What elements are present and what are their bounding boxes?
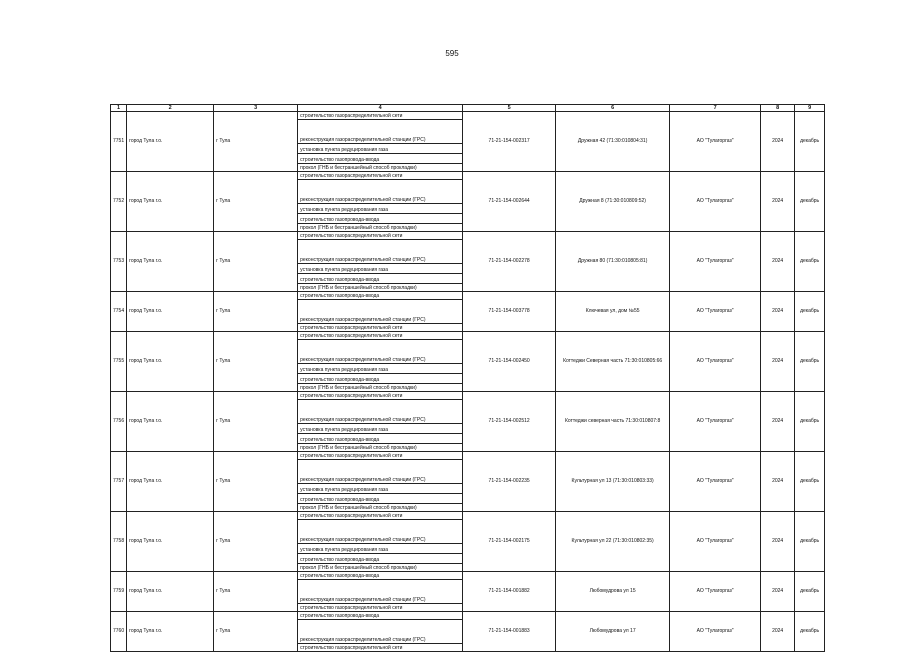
work-type-cell: строительство газораспределительной сети — [298, 332, 463, 340]
work-type-cell: реконструкция газораспределительной станции (ГРС) — [298, 240, 463, 264]
row-number-cell: 7755 — [111, 332, 127, 392]
work-type-cell: реконструкция газораспределительной станции (ГРС) — [298, 620, 463, 644]
table-row — [111, 572, 825, 580]
locality-cell: г Тула — [214, 512, 298, 572]
row-number-cell: 7756 — [111, 392, 127, 452]
organization-cell: АО "Тулагоргаз" — [670, 612, 761, 652]
work-type-cell: строительство газопровода-ввода — [298, 494, 463, 504]
work-type-cell: реконструкция газораспределительной станции (ГРС) — [298, 120, 463, 144]
header-cell: 7 — [670, 105, 761, 112]
header-cell: 2 — [127, 105, 214, 112]
work-type-cell: установка пункта редуцирования газа — [298, 484, 463, 494]
organization-cell: АО "Тулагоргаз" — [670, 292, 761, 332]
work-type-cell: строительство газораспределительной сети — [298, 392, 463, 400]
header-cell: 3 — [214, 105, 298, 112]
municipality-cell: город Тула г.о. — [127, 612, 214, 652]
work-type-cell: строительство газораспределительной сети — [298, 512, 463, 520]
work-type-cell: прокол (ГНБ и бестраншейный способ прокладки) — [298, 224, 463, 232]
year-cell: 2024 — [761, 292, 795, 332]
row-number-cell: 7754 — [111, 292, 127, 332]
object-code-cell: 71-21-154-002512 — [463, 392, 556, 452]
work-type-cell: установка пункта редуцирования газа — [298, 264, 463, 274]
header-cell: 4 — [298, 105, 463, 112]
work-type-cell: реконструкция газораспределительной станции (ГРС) — [298, 340, 463, 364]
year-cell: 2024 — [761, 512, 795, 572]
table-row — [111, 452, 825, 460]
address-cell: Коттеджи северная часть 71:30:010807:8 — [556, 392, 670, 452]
work-type-cell: прокол (ГНБ и бестраншейный способ прокладки) — [298, 284, 463, 292]
work-type-cell: строительство газопровода-ввода — [298, 274, 463, 284]
month-cell: декабрь — [795, 172, 825, 232]
work-type-cell: реконструкция газораспределительной станции (ГРС) — [298, 520, 463, 544]
work-type-cell: строительство газопровода-ввода — [298, 292, 463, 300]
object-code-cell: 71-21-154-001882 — [463, 572, 556, 612]
row-number-cell: 7760 — [111, 612, 127, 652]
object-code-cell: 71-21-154-003778 — [463, 292, 556, 332]
work-type-cell: строительство газопровода-ввода — [298, 374, 463, 384]
header-row — [111, 105, 825, 112]
address-cell: Культурная ул 22 (71:30:010802:35) — [556, 512, 670, 572]
organization-cell: АО "Тулагоргаз" — [670, 452, 761, 512]
address-cell: Любомудрова ул 17 — [556, 612, 670, 652]
work-type-cell: строительство газопровода-ввода — [298, 572, 463, 580]
organization-cell: АО "Тулагоргаз" — [670, 112, 761, 172]
municipality-cell: город Тула г.о. — [127, 572, 214, 612]
locality-cell: г Тула — [214, 392, 298, 452]
object-code-cell: 71-21-154-002278 — [463, 232, 556, 292]
work-type-cell: реконструкция газораспределительной станции (ГРС) — [298, 580, 463, 604]
locality-cell: г Тула — [214, 612, 298, 652]
object-code-cell: 71-21-154-002317 — [463, 112, 556, 172]
header-cell: 6 — [556, 105, 670, 112]
locality-cell: г Тула — [214, 112, 298, 172]
header-cell: 5 — [463, 105, 556, 112]
year-cell: 2024 — [761, 612, 795, 652]
work-type-cell: установка пункта редуцирования газа — [298, 544, 463, 554]
gasification-register-table — [110, 104, 825, 652]
locality-cell: г Тула — [214, 232, 298, 292]
work-type-cell: строительство газораспределительной сети — [298, 644, 463, 652]
month-cell: декабрь — [795, 392, 825, 452]
row-number-cell: 7758 — [111, 512, 127, 572]
year-cell: 2024 — [761, 572, 795, 612]
row-number-cell: 7753 — [111, 232, 127, 292]
work-type-cell: прокол (ГНБ и бестраншейный способ прокладки) — [298, 504, 463, 512]
address-cell: Дружная 8 (71:30:010809:52) — [556, 172, 670, 232]
object-code-cell: 71-21-154-002235 — [463, 452, 556, 512]
table-row — [111, 172, 825, 180]
organization-cell: АО "Тулагоргаз" — [670, 332, 761, 392]
municipality-cell: город Тула г.о. — [127, 392, 214, 452]
table-row — [111, 232, 825, 240]
locality-cell: г Тула — [214, 332, 298, 392]
work-type-cell: прокол (ГНБ и бестраншейный способ прокладки) — [298, 384, 463, 392]
address-cell: Дружная 80 (71:30:010805:81) — [556, 232, 670, 292]
organization-cell: АО "Тулагоргаз" — [670, 172, 761, 232]
organization-cell: АО "Тулагоргаз" — [670, 512, 761, 572]
table-row — [111, 612, 825, 620]
work-type-cell: строительство газопровода-ввода — [298, 154, 463, 164]
organization-cell: АО "Тулагоргаз" — [670, 392, 761, 452]
municipality-cell: город Тула г.о. — [127, 332, 214, 392]
header-cell: 1 — [111, 105, 127, 112]
row-number-cell: 7757 — [111, 452, 127, 512]
work-type-cell: строительство газораспределительной сети — [298, 604, 463, 612]
work-type-cell: строительство газораспределительной сети — [298, 112, 463, 120]
municipality-cell: город Тула г.о. — [127, 512, 214, 572]
object-code-cell: 71-21-154-002450 — [463, 332, 556, 392]
address-cell: Любомудрова ул 15 — [556, 572, 670, 612]
year-cell: 2024 — [761, 452, 795, 512]
locality-cell: г Тула — [214, 172, 298, 232]
header-cell: 8 — [761, 105, 795, 112]
month-cell: декабрь — [795, 512, 825, 572]
work-type-cell: установка пункта редуцирования газа — [298, 144, 463, 154]
work-type-cell: прокол (ГНБ и бестраншейный способ прокладки) — [298, 444, 463, 452]
year-cell: 2024 — [761, 172, 795, 232]
work-type-cell: строительство газораспределительной сети — [298, 324, 463, 332]
work-type-cell: прокол (ГНБ и бестраншейный способ прокладки) — [298, 164, 463, 172]
work-type-cell: строительство газопровода-ввода — [298, 612, 463, 620]
locality-cell: г Тула — [214, 292, 298, 332]
month-cell: декабрь — [795, 232, 825, 292]
address-cell: Дружная 42 (71:30:010804:31) — [556, 112, 670, 172]
object-code-cell: 71-21-154-001883 — [463, 612, 556, 652]
municipality-cell: город Тула г.о. — [127, 292, 214, 332]
row-number-cell: 7752 — [111, 172, 127, 232]
row-number-cell: 7751 — [111, 112, 127, 172]
object-code-cell: 71-21-154-002175 — [463, 512, 556, 572]
month-cell: декабрь — [795, 572, 825, 612]
work-type-cell: установка пункта редуцирования газа — [298, 204, 463, 214]
organization-cell: АО "Тулагоргаз" — [670, 232, 761, 292]
month-cell: декабрь — [795, 112, 825, 172]
municipality-cell: город Тула г.о. — [127, 452, 214, 512]
table-row — [111, 292, 825, 300]
municipality-cell: город Тула г.о. — [127, 232, 214, 292]
work-type-cell: реконструкция газораспределительной станции (ГРС) — [298, 300, 463, 324]
month-cell: декабрь — [795, 612, 825, 652]
work-type-cell: строительство газопровода-ввода — [298, 434, 463, 444]
month-cell: декабрь — [795, 292, 825, 332]
work-type-cell: реконструкция газораспределительной станции (ГРС) — [298, 460, 463, 484]
year-cell: 2024 — [761, 112, 795, 172]
year-cell: 2024 — [761, 232, 795, 292]
row-number-cell: 7759 — [111, 572, 127, 612]
municipality-cell: город Тула г.о. — [127, 172, 214, 232]
work-type-cell: строительство газораспределительной сети — [298, 232, 463, 240]
object-code-cell: 71-21-154-002644 — [463, 172, 556, 232]
address-cell: Культурная ул 13 (71:30:010803:33) — [556, 452, 670, 512]
work-type-cell: строительство газораспределительной сети — [298, 172, 463, 180]
header-cell: 9 — [795, 105, 825, 112]
address-cell: Коттеджи Северная часть 71:30:010805:66 — [556, 332, 670, 392]
work-type-cell: строительство газопровода-ввода — [298, 214, 463, 224]
year-cell: 2024 — [761, 332, 795, 392]
month-cell: декабрь — [795, 452, 825, 512]
work-type-cell: строительство газораспределительной сети — [298, 452, 463, 460]
work-type-cell: прокол (ГНБ и бестраншейный способ прокладки) — [298, 564, 463, 572]
work-type-cell: установка пункта редуцирования газа — [298, 364, 463, 374]
table-row — [111, 332, 825, 340]
table-row — [111, 512, 825, 520]
organization-cell: АО "Тулагоргаз" — [670, 572, 761, 612]
table-row — [111, 392, 825, 400]
work-type-cell: реконструкция газораспределительной станции (ГРС) — [298, 400, 463, 424]
year-cell: 2024 — [761, 392, 795, 452]
locality-cell: г Тула — [214, 452, 298, 512]
work-type-cell: установка пункта редуцирования газа — [298, 424, 463, 434]
work-type-cell: строительство газопровода-ввода — [298, 554, 463, 564]
month-cell: декабрь — [795, 332, 825, 392]
locality-cell: г Тула — [214, 572, 298, 612]
municipality-cell: город Тула г.о. — [127, 112, 214, 172]
address-cell: Ключевая ул, дом №55 — [556, 292, 670, 332]
work-type-cell: реконструкция газораспределительной станции (ГРС) — [298, 180, 463, 204]
table-row — [111, 112, 825, 120]
page-number: 595 — [445, 49, 459, 58]
